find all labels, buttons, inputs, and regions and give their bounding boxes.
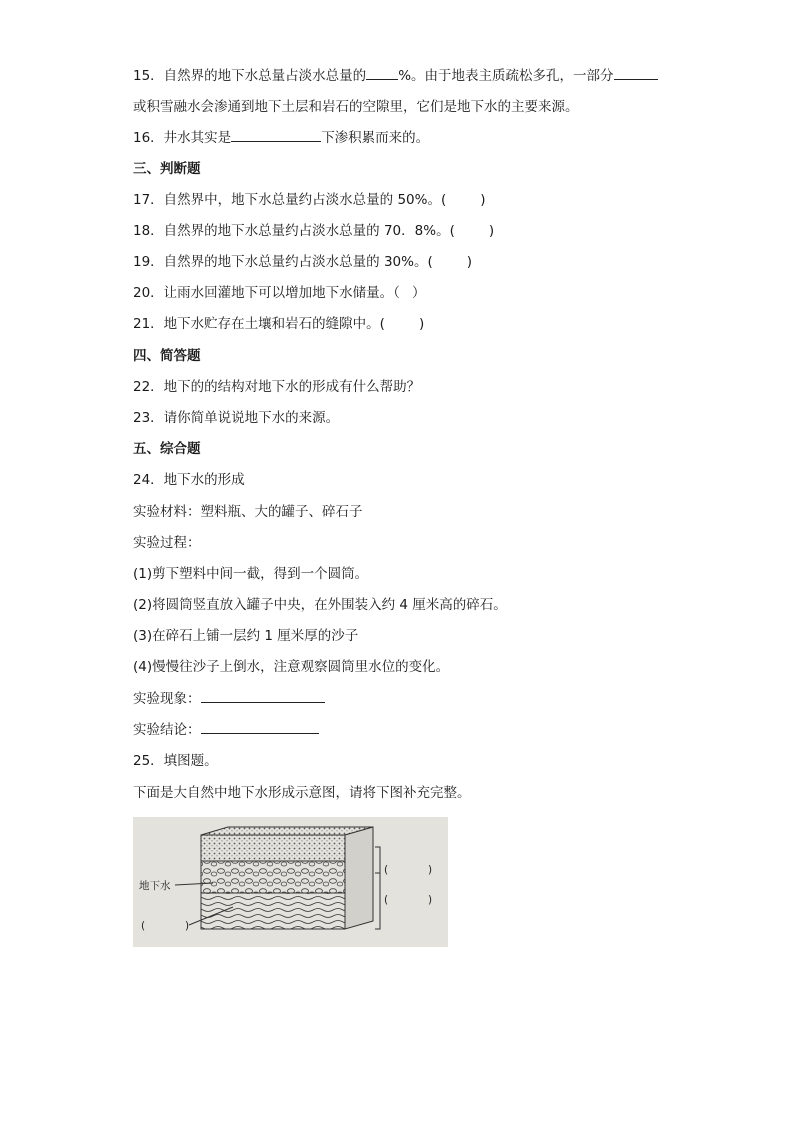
- question-24-title: 24．地下水的形成: [133, 472, 245, 488]
- groundwater-diagram: [133, 817, 448, 947]
- question-25-title: 25．填图题。: [133, 753, 218, 769]
- label-upper-close-paren: ): [428, 864, 433, 876]
- question-23: 23．请你简单说说地下水的来源。: [133, 410, 340, 426]
- bracket-lower: [375, 873, 380, 929]
- label-upper-open-paren: (: [384, 864, 389, 876]
- q16-text-part1: 16．井水其实是: [133, 130, 232, 146]
- q24-phenomenon-label: 实验现象：: [133, 691, 201, 707]
- q24-conclusion-label: 实验结论：: [133, 722, 201, 738]
- section-heading-short-answer: 四、简答题: [133, 348, 201, 364]
- label-groundwater: 地下水: [139, 880, 171, 892]
- q24-conclusion-blank[interactable]: [201, 721, 319, 734]
- question-19: [133, 253, 472, 271]
- q19-text: 19．自然界的地下水总量约占淡水总量的 30%。(: [133, 254, 433, 270]
- q15-text-part1: 15．自然界的地下水总量占淡水总量的: [133, 68, 367, 84]
- q24-step-2: (2)将圆筒竖直放入罐子中央，在外围装入约 4 厘米高的碎石。: [133, 597, 507, 613]
- label-lower-open-paren: (: [384, 894, 389, 906]
- section-heading-judgment: 三、判断题: [133, 161, 201, 177]
- q24-step-3: (3)在碎石上铺一层约 1 厘米厚的沙子: [133, 628, 359, 644]
- q18-close-paren: ): [488, 223, 495, 239]
- question-16: [133, 129, 429, 147]
- question-15-line2: 或积雪融水会渗通到地下土层和岩石的空隙里，它们是地下水的主要来源。: [133, 99, 579, 115]
- q17-close-paren: ): [480, 192, 486, 208]
- q16-blank[interactable]: [231, 129, 321, 142]
- block-side-face: [345, 827, 373, 929]
- q16-text-part2: 下渗积累而来的。: [321, 130, 430, 146]
- q18-text: 18．自然界的地下水总量约占淡水总量的 70．8%。(: [133, 223, 455, 239]
- groundwater-diagram-drawing: [133, 817, 448, 947]
- question-20: [133, 284, 425, 302]
- q24-phenomenon: [133, 690, 325, 708]
- q21-close-paren: ): [418, 316, 425, 332]
- q21-text: 21．地下水贮存在土壤和岩石的缝隙中。(: [133, 316, 385, 332]
- soil-layer: [201, 835, 345, 861]
- q20-text: 20．让雨水回灌地下可以增加地下水储量。（: [133, 285, 400, 301]
- bracket-upper: [375, 847, 380, 873]
- label-bottom-close-paren: ): [185, 920, 190, 932]
- soil-top-surface: [201, 827, 373, 835]
- pebble-layer: [201, 861, 345, 893]
- q20-close-paren: ）: [411, 285, 426, 301]
- question-22: 22．地下的的结构对地下水的形成有什么帮助？: [133, 379, 421, 395]
- label-lower-close-paren: ): [428, 894, 433, 906]
- q24-step-4: (4)慢慢往沙子上倒水，注意观察圆筒里水位的变化。: [133, 659, 450, 675]
- question-17: [133, 191, 486, 209]
- q24-process-label: 实验过程：: [133, 535, 201, 551]
- q24-step-1: (1)剪下塑料中间一截，得到一个圆筒。: [133, 566, 369, 582]
- q15-blank-2[interactable]: [614, 67, 658, 80]
- q19-close-paren: ): [466, 254, 473, 270]
- question-15-line1: [133, 67, 658, 85]
- q24-conclusion: [133, 721, 319, 739]
- question-21: [133, 315, 424, 333]
- label-bottom-open-paren: (: [141, 920, 146, 932]
- q15-text-part2: %。由于地表主质疏松多孔，一部分: [398, 68, 614, 84]
- q15-blank-1[interactable]: [366, 67, 398, 80]
- q24-materials: 实验材料：塑料瓶、大的罐子、碎石子: [133, 504, 363, 520]
- q17-text: 17．自然界中，地下水总量约占淡水总量的 50%。(: [133, 192, 447, 208]
- q25-instruction: 下面是大自然中地下水形成示意图，请将下图补充完整。: [133, 785, 471, 801]
- q24-phenomenon-blank[interactable]: [201, 690, 325, 703]
- section-heading-comprehensive: 五、综合题: [133, 441, 201, 457]
- question-18: [133, 222, 494, 240]
